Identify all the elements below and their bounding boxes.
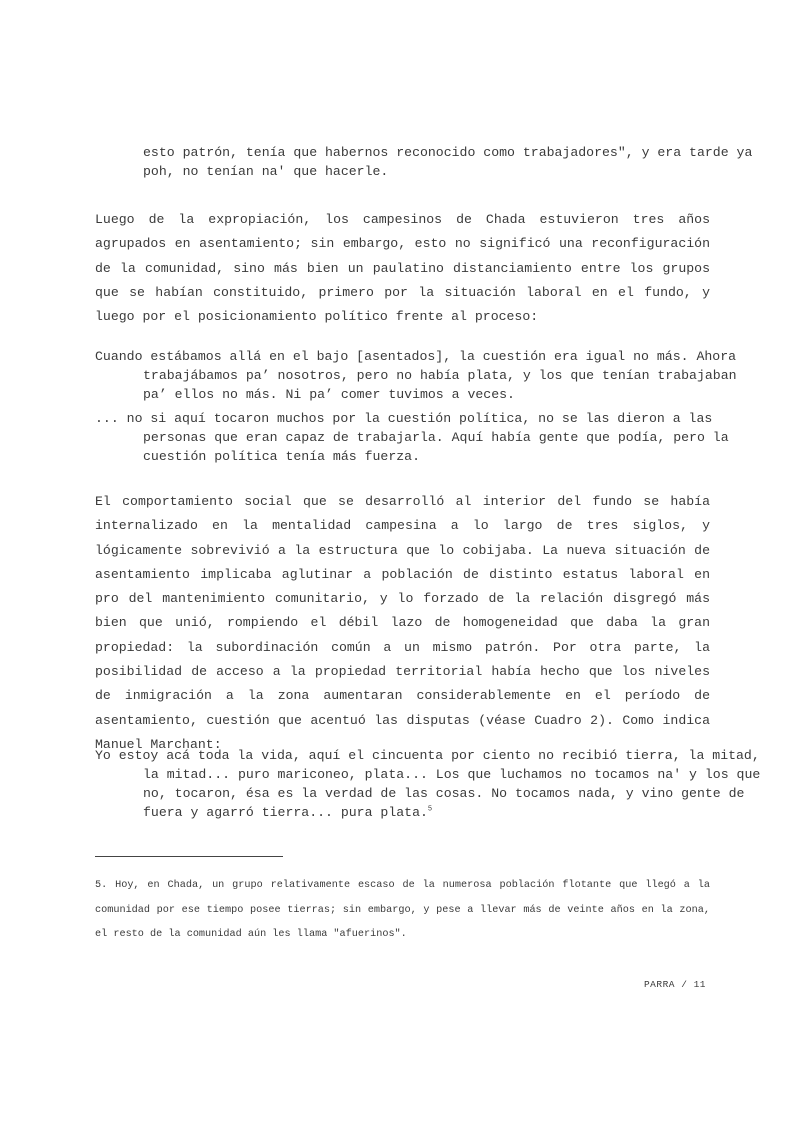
- quote-text: Yo estoy acá toda la vida, aquí el cincuenta por ciento no recibió tierra, la mitad, la mitad... puro mariconeo, plata... Los que luchamos no tocamos na' y los que no, tocaron, ésa es la verdad de las cosas. No tocamos nada, y vino gente de fuera y agarró tierra... pura plata.: [95, 748, 761, 820]
- paragraph-expropriation: Luego de la expropiación, los campesinos de Chada estuvieron tres años agrupados en asentamiento; sin embargo, esto no significó una reconfiguración de la comunidad, sino más bien un paulatino distanciamiento entre los grupos que se habían constituido, primero por la situación laboral en el fundo, y luego por el posicionamiento político frente al proceso:: [95, 212, 710, 325]
- footnote-separator: [95, 856, 283, 857]
- block-quote-cuestion-politica: ... no si aquí tocaron muchos por la cuestión política, no se las dieron a las personas que eran capaz de trabajarla. Aquí había gente que podía, pero la cuestión política tenía más fuerza.: [95, 411, 729, 464]
- block-quote-asentados: Cuando estábamos allá en el bajo [asentados], la cuestión era igual no más. Ahora trabajábamos pa’ nosotros, pero no había plata, y los que tenían trabajaban pa’ ellos no más. Ni pa’ comer tuvimos a veces.: [95, 349, 737, 402]
- page-folio: PARRA / 11: [643, 979, 706, 990]
- opening-quote-continuation: esto patrón, tenía que habernos reconocido como trabajadores", y era tarde ya poh, no tenían na' que hacerle.: [143, 145, 753, 179]
- block-quote-manuel-marchant: [95, 746, 763, 822]
- footnote-reference: 5: [427, 805, 433, 814]
- footnote: 5. Hoy, en Chada, un grupo relativamente escaso de la numerosa población flotante que llegó a la comunidad por ese tiempo posee tierras; sin embargo, y pese a llevar más de veinte años en la zona, el resto de la comunidad aún les llama "afuerinos".: [95, 880, 710, 940]
- paragraph-social-behavior: El comportamiento social que se desarrolló al interior del fundo se había internalizado en la mentalidad campesina a lo largo de tres siglos, y lógicamente sobrevivió a la estructura que lo cobijaba. La nueva situación de asentamiento implicaba aglutinar a población de distinto estatus laboral en pro del mantenimiento comunitario, y lo forzado de la relación disgregó más bien que unió, rompiendo el débil lazo de homogeneidad que daba la gran propiedad: la subordinación común a un mismo patrón. Por otra parte, la posibilidad de acceso a la propiedad territorial había hecho que los niveles de inmigración a la zona aumentaran considerablemente en el período de asentamiento, cuestión que acentuó las disputas (véase Cuadro 2). Como indica Manuel Marchant:: [95, 494, 710, 752]
